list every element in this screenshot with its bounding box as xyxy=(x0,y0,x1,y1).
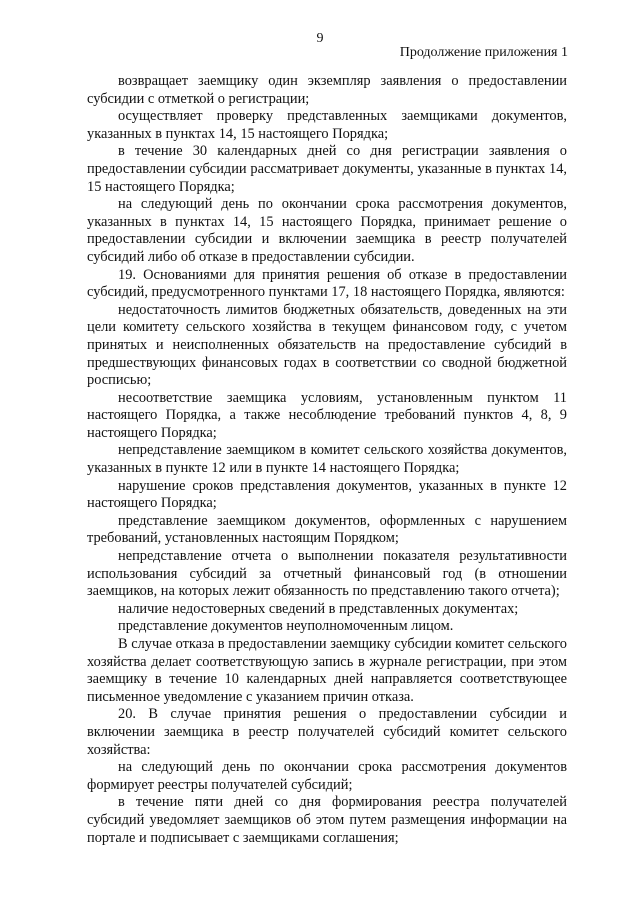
paragraph: возвращает заемщику один экземпляр заявления о предоставлении субсидии с отметкой о регистрации; xyxy=(87,73,567,107)
paragraph: в течение 30 календарных дней со дня регистрации заявления о предоставлении субсидии рассматривает документы, указанные в пунктах 14, 15 настоящего Порядка; xyxy=(87,143,567,195)
paragraph: представление документов неуполномоченным лицом. xyxy=(118,618,454,635)
paragraph: наличие недостоверных сведений в представленных документах; xyxy=(118,600,519,617)
paragraph: осуществляет проверку представленных заемщиками документов, указанных в пунктах 14, 15 настоящего Порядка; xyxy=(87,108,567,142)
paragraph: 20. В случае принятия решения о предоставлении субсидии и включении заемщика в реестр получателей субсидий комитет сельского хозяйства: xyxy=(87,706,567,758)
paragraph: непредставление заемщиком в комитет сельского хозяйства документов, указанных в пункте 12 или в пункте 14 настоящего Порядка; xyxy=(87,442,567,477)
paragraph: несоответствие заемщика условиям, установленным пунктом 11 настоящего Порядка, а также несоблюдение требований пунктов 4, 8, 9 настоящего Порядка; xyxy=(87,389,567,441)
appendix-continuation-note: Продолжение приложения 1 xyxy=(399,45,568,60)
paragraph: 19. Основаниями для принятия решения об отказе в предоставлении субсидий, предусмотренного пунктами 17, 18 настоящего Порядка, являются: xyxy=(87,266,567,301)
paragraph: представление заемщиком документов, оформленных с нарушением требований, установленных настоящим Порядком; xyxy=(87,512,567,547)
paragraph: недостаточность лимитов бюджетных обязательств, доведенных на эти цели комитету сельского хозяйства в текущем финансовом году, с учетом принятых и неисполненных обязательств на предоставление субсидий в предшествующих финансовых годах в соответствии со сводной бюджетной росписью; xyxy=(87,301,567,389)
document-body xyxy=(87,73,567,847)
paragraph: на следующий день по окончании срока рассмотрения документов, указанных в пунктах 14, 15 настоящего Порядка, принимает решение о предоставлении субсидии и включении заемщика в реестр получателей субсидий либо об отказе в предоставлении субсидии. xyxy=(87,196,567,265)
paragraph: непредставление отчета о выполнении показателя результативности использования субсидий за отчетный финансовый год (в отношении заемщиков, на которых лежит обязанность по представлению такого отчета); xyxy=(87,548,567,600)
paragraph: В случае отказа в предоставлении заемщику субсидии комитет сельского хозяйства делает соответствующую запись в журнале регистрации, при этом заемщику в течение 10 календарных дней направляется соответствующее письменное уведомление с указанием причин отказа. xyxy=(87,636,567,705)
paragraph: в течение пяти дней со дня формирования реестра получателей субсидий уведомляет заемщиков об этом путем размещения информации на портале и подписывает с заемщиками соглашения; xyxy=(87,794,567,846)
paragraph: нарушение сроков представления документов, указанных в пункте 12 настоящего Порядка; xyxy=(87,477,567,512)
page-number: 9 xyxy=(316,31,324,46)
paragraph: на следующий день по окончании срока рассмотрения документов формирует реестры получателей субсидий; xyxy=(87,759,567,793)
